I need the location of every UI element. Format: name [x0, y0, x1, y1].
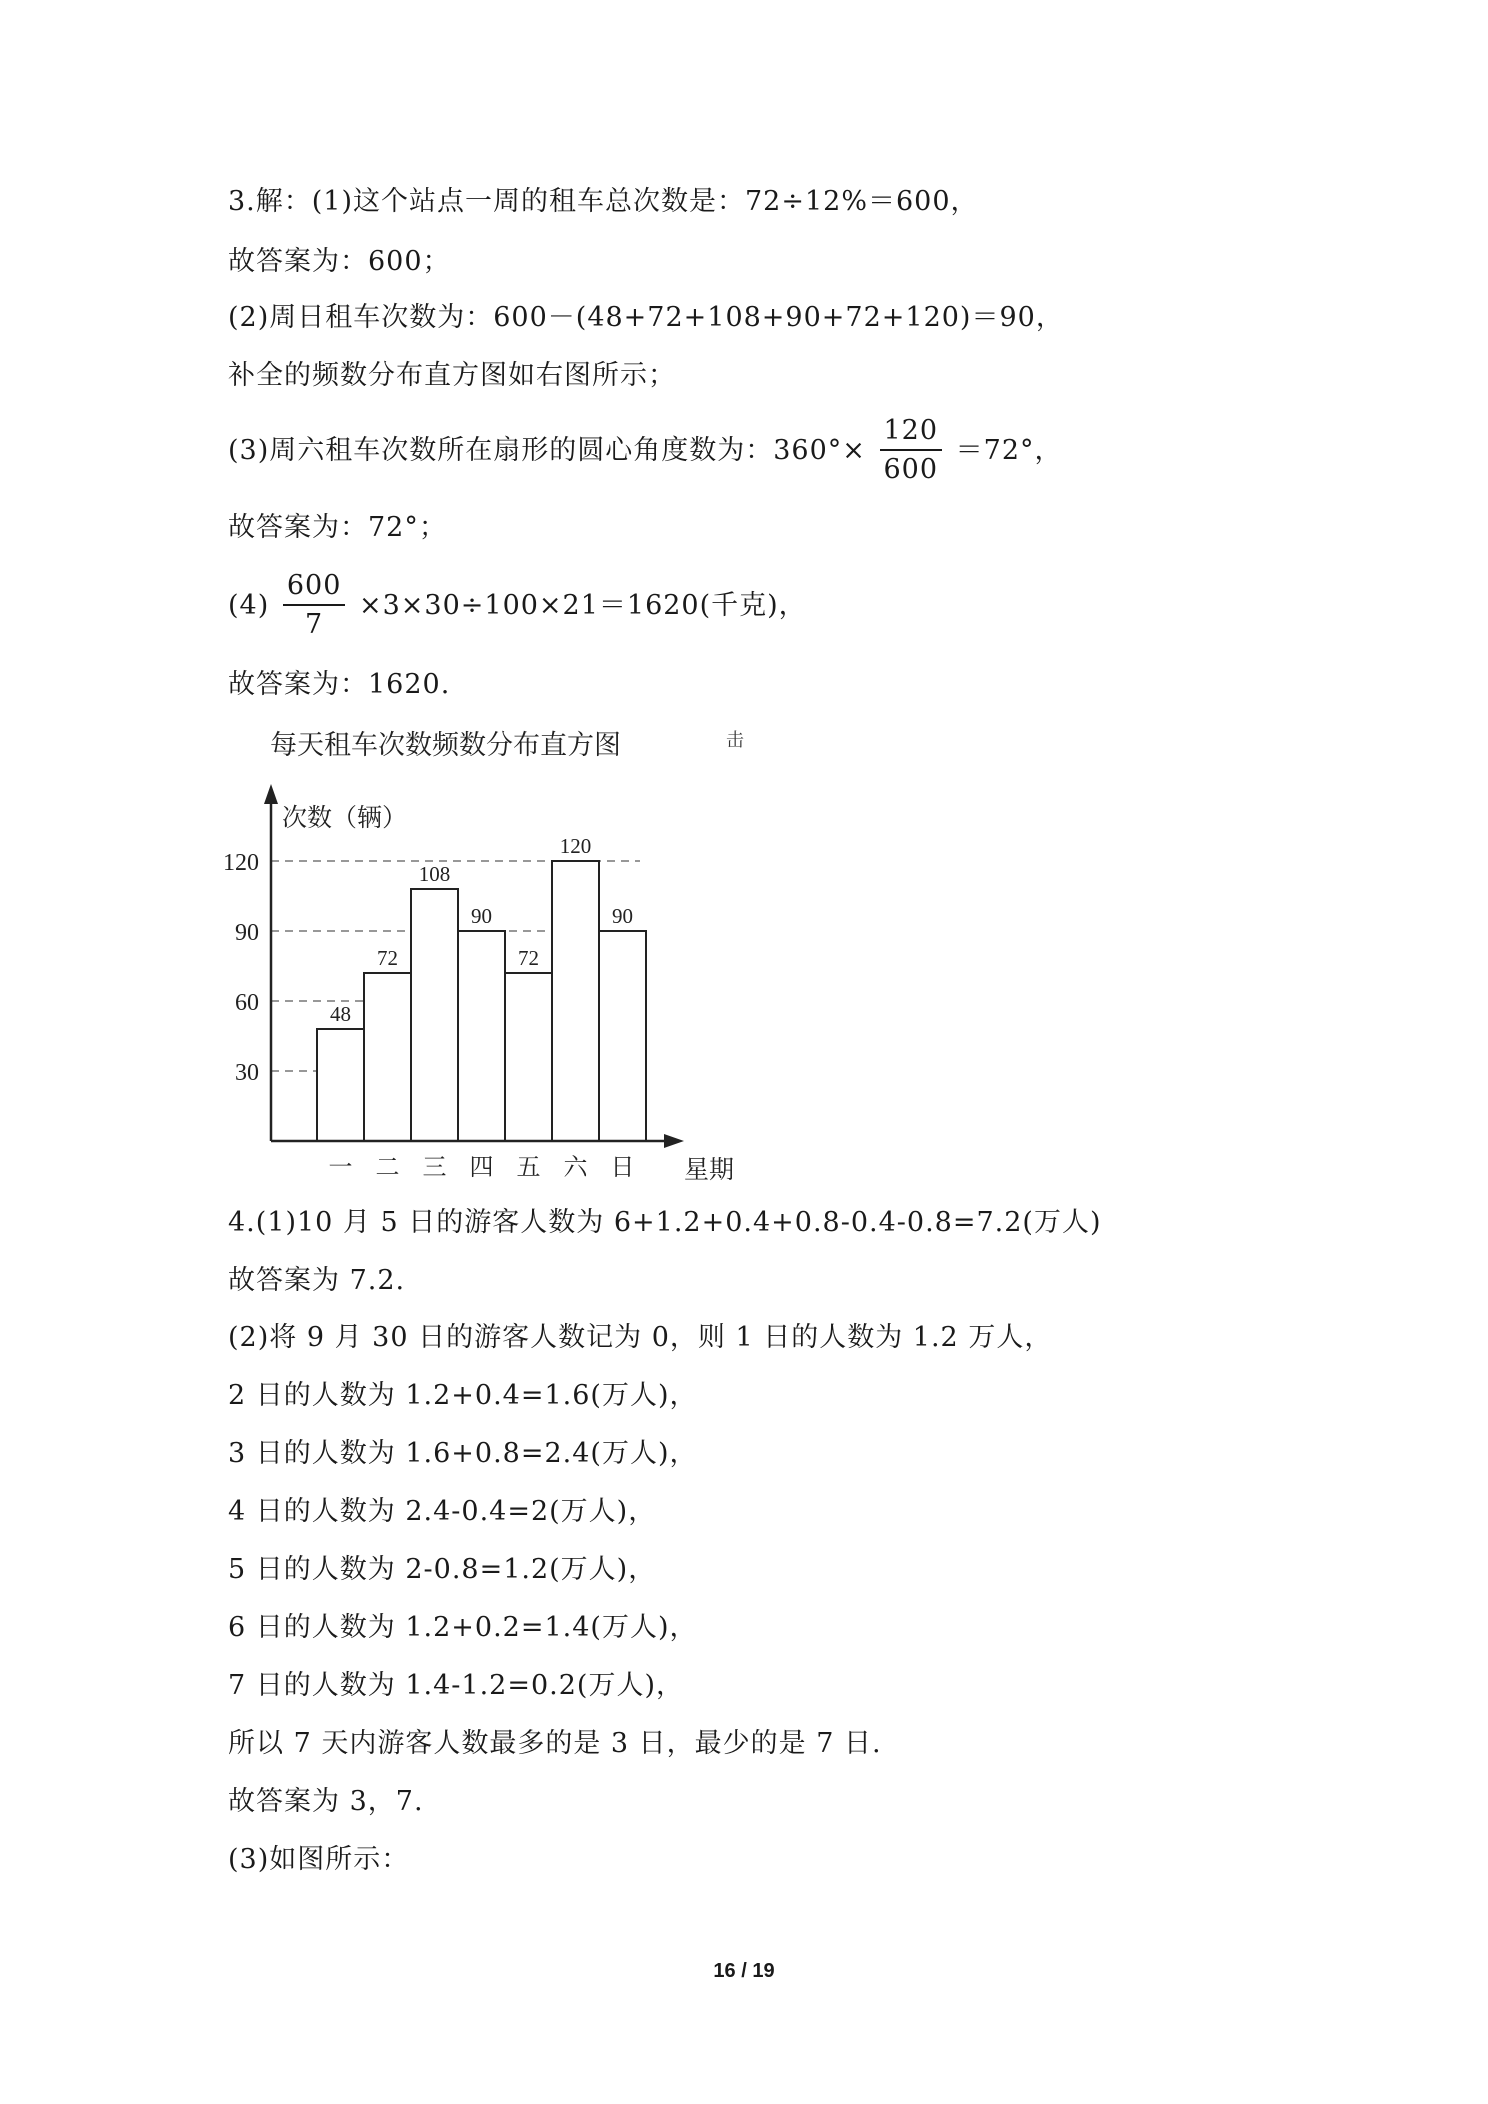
- x-category-label: 四: [469, 1153, 494, 1181]
- bar: [411, 889, 458, 1141]
- bar: [458, 931, 505, 1141]
- y-tick-label: 60: [235, 990, 259, 1016]
- bar-value-label: 90: [471, 904, 492, 928]
- q3-line-3: (2)周日租车次数为：600－(48+72+108+90+72+120)＝90，: [228, 302, 1064, 333]
- y-tick-label: 120: [223, 850, 259, 876]
- x-axis-arrow: [664, 1134, 684, 1148]
- x-category-label: 三: [422, 1153, 447, 1181]
- bar: [599, 931, 646, 1141]
- bars: [317, 834, 646, 1141]
- q3-line-5-post: ＝72°，: [955, 435, 1063, 466]
- q3-line-5-pre: (3)周六租车次数所在扇形的圆心角度数为：360°×: [228, 435, 866, 466]
- bar: [505, 973, 552, 1141]
- chart-title: 每天租车次数频数分布直方图: [270, 730, 621, 761]
- q4-line-4: 2 日的人数为 1.2+0.4=1.6(万人)，: [228, 1380, 698, 1411]
- bar-value-label: 120: [559, 834, 592, 858]
- x-category-label: 日: [610, 1153, 635, 1181]
- fraction-120-600: [880, 413, 943, 489]
- x-category-label: 五: [516, 1153, 541, 1181]
- fraction-numerator: 120: [880, 413, 943, 451]
- y-axis-arrow: [264, 784, 278, 804]
- bar-value-label: 90: [612, 904, 633, 928]
- x-axis-label: 星期: [684, 1155, 735, 1184]
- q3-line-7-pre: (4): [228, 590, 270, 621]
- q4-line-1: 4.(1)10 月 5 日的游客人数为 6+1.2+0.4+0.8-0.4-0.8=7.2(万人): [228, 1207, 1102, 1238]
- fraction-denominator: 600: [883, 454, 939, 485]
- q4-line-2: 故答案为 7.2.: [228, 1265, 406, 1296]
- bar-value-label: 108: [418, 862, 451, 886]
- q4-line-12: (3)如图所示：: [228, 1844, 410, 1875]
- page-number: 16 / 19: [713, 1960, 775, 1982]
- q3-line-5: [228, 413, 1063, 489]
- fraction-denominator: 7: [305, 609, 324, 640]
- q3-line-4: 补全的频数分布直方图如右图所示；: [228, 360, 676, 391]
- q4-line-7: 5 日的人数为 2-0.8=1.2(万人)，: [228, 1554, 657, 1585]
- q3-line-2: 故答案为：600；: [228, 246, 451, 277]
- q4-line-11: 故答案为 3，7.: [228, 1786, 424, 1817]
- y-axis-label: 次数（辆）: [282, 803, 408, 832]
- bar-value-label: 72: [518, 946, 539, 970]
- q3-line-6: 故答案为：72°；: [228, 512, 447, 543]
- q3-line-7: [228, 568, 807, 644]
- q4-line-3: (2)将 9 月 30 日的游客人数记为 0，则 1 日的人数为 1.2 万人，: [228, 1322, 1053, 1353]
- q3-line-7-post: ×3×30÷100×21＝1620(千克)，: [358, 590, 807, 621]
- fraction-numerator: 600: [283, 568, 346, 606]
- frequency-histogram: [200, 718, 760, 1198]
- x-category-label: 一: [328, 1153, 353, 1181]
- q4-line-10: 所以 7 天内游客人数最多的是 3 日，最少的是 7 日.: [228, 1728, 882, 1759]
- bar: [552, 861, 599, 1141]
- stray-mark: 击: [726, 730, 744, 751]
- y-tick-label: 90: [235, 920, 259, 946]
- q4-line-6: 4 日的人数为 2.4-0.4=2(万人)，: [228, 1496, 657, 1527]
- q3-line-1: 3.解：(1)这个站点一周的租车总次数是：72÷12%＝600，: [228, 186, 979, 217]
- q3-line-8: 故答案为：1620.: [228, 669, 451, 700]
- x-category-label: 二: [375, 1153, 400, 1181]
- q4-line-5: 3 日的人数为 1.6+0.8=2.4(万人)，: [228, 1438, 698, 1469]
- fraction-600-7: [283, 568, 346, 644]
- bar-value-label: 48: [330, 1002, 351, 1026]
- x-category-label: 六: [563, 1153, 588, 1181]
- y-tick-label: 30: [235, 1060, 259, 1086]
- q4-line-9: 7 日的人数为 1.4-1.2=0.2(万人)，: [228, 1670, 684, 1701]
- q4-line-8: 6 日的人数为 1.2+0.2=1.4(万人)，: [228, 1612, 698, 1643]
- bar: [317, 1029, 364, 1141]
- bar-value-label: 72: [377, 946, 398, 970]
- bar: [364, 973, 411, 1141]
